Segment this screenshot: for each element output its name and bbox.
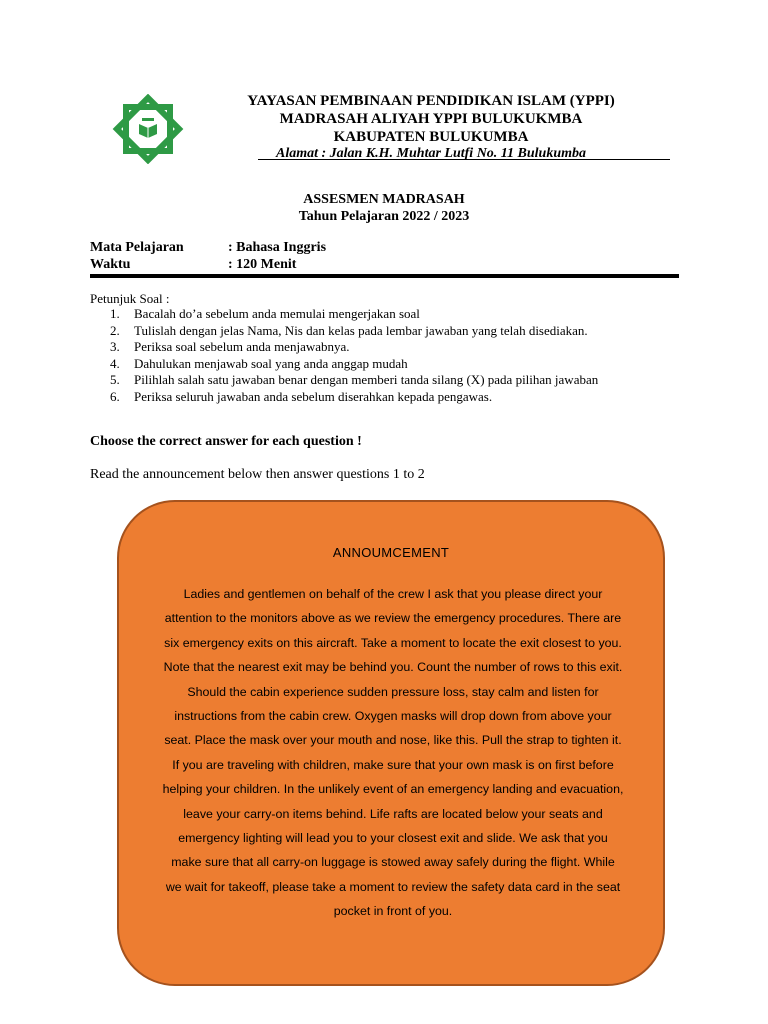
madrasah-logo-icon xyxy=(106,94,190,164)
time-value: : 120 Menit xyxy=(228,257,297,272)
list-item: 4. Dahulukan menjawab soal yang anda anggap mudah xyxy=(110,355,408,371)
time-label: Waktu xyxy=(90,257,131,272)
list-item: 2. Tulislah dengan jelas Nama, Nis dan kelas pada lembar jawaban yang telah disediakan. xyxy=(110,322,588,338)
foundation-name: YAYASAN PEMBINAAN PENDIDIKAN ISLAM (YPPI) xyxy=(247,93,615,109)
list-item: 1. Bacalah do’a sebelum anda memulai mengerjakan soal xyxy=(110,306,420,321)
instructions-list xyxy=(110,306,598,405)
regency-name: KABUPATEN BULUKUMBA xyxy=(333,129,529,145)
list-item: 3. Periksa soal sebelum anda menjawabnya. xyxy=(110,339,350,354)
subject-label: Mata Pelajaran xyxy=(90,240,184,255)
subject-value: : Bahasa Inggris xyxy=(228,240,327,255)
list-item: 6. Periksa seluruh jawaban anda sebelum diserahkan kepada pengawas. xyxy=(110,388,493,404)
school-address: Alamat : Jalan K.H. Muhtar Lutfi No. 11 Bulukumba xyxy=(275,146,587,161)
announcement-title: ANNOUMCEMENT xyxy=(332,545,450,560)
announcement-body: Ladies and gentlemen on behalf of the crew I ask that you please direct your attention to the monitors above as we review the emergency procedures. There are six emergency exits on this aircraft. Take a moment to locate the exit closest to you. Note that the nearest exit may be behind you. Count the number of rows to this exit. Should the cabin experience sudden pressure loss, stay calm and listen for instructions from the cabin crew. Oxygen masks will drop down from above your seat. Place the mask over your mouth and nose, like this. Pull the strap to tighten it. If you are traveling with children, make sure that your own mask is on first before helping your children. In the unlikely event of an emergency landing and evacuation, leave your carry-on items behind. Life rafts are located below your seats and emergency lighting will lead you to your closest exit and slide. We ask that you make sure that all carry-on luggage is stowed away safely during the flight. While we wait for takeoff, please take a moment to review the safety data card in the seat pocket in front of you. xyxy=(162,587,624,919)
school-name: MADRASAH ALIYAH YPPI BULUKUKMBA xyxy=(279,111,583,127)
meta-divider xyxy=(90,274,679,278)
choose-instruction: Choose the correct answer for each question ! xyxy=(90,434,362,449)
list-item: 5. Pilihlah salah satu jawaban benar dengan memberi tanda silang (X) pada pilihan jawaban xyxy=(110,372,599,387)
instructions-heading: Petunjuk Soal : xyxy=(90,291,170,306)
header-divider xyxy=(258,159,670,160)
exam-title: ASSESMEN MADRASAH xyxy=(303,192,465,207)
read-instruction: Read the announcement below then answer questions 1 to 2 xyxy=(90,467,425,482)
academic-year: Tahun Pelajaran 2022 / 2023 xyxy=(298,209,470,224)
